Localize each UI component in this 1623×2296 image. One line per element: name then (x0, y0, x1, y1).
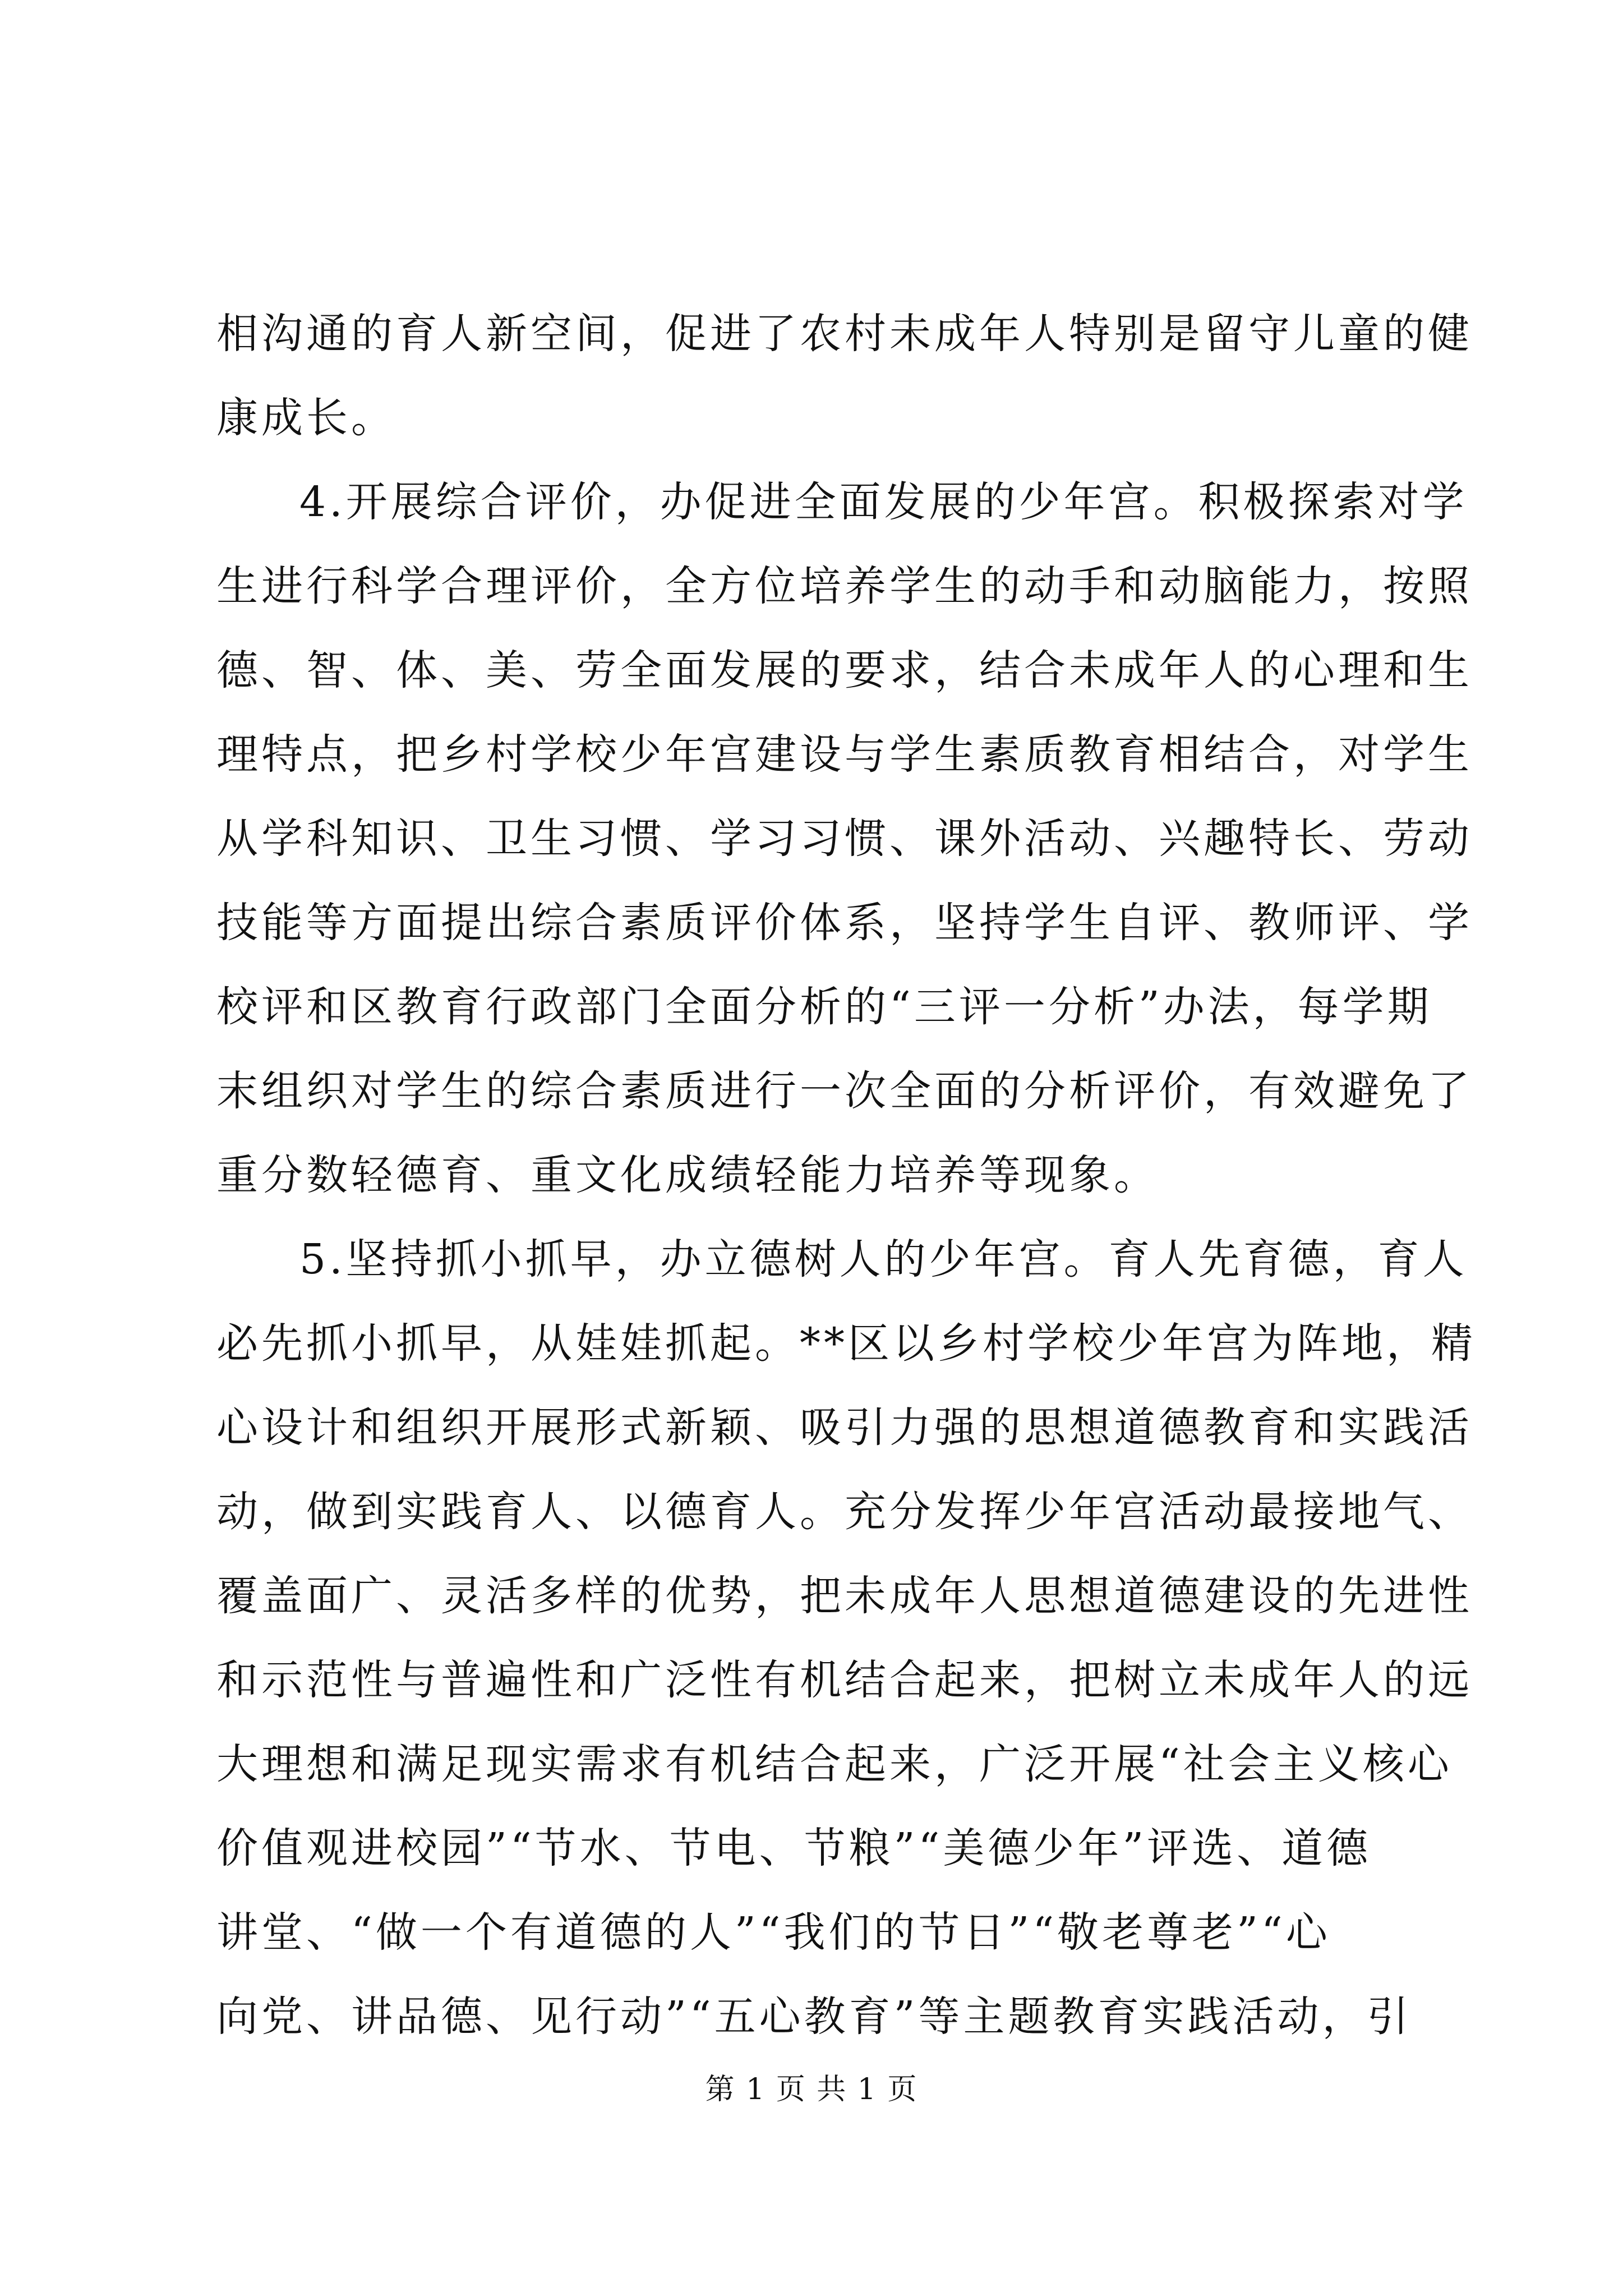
text-line: 大理想和满足现实需求有机结合起来，广泛开展“社会主义核心 (216, 1740, 1453, 1788)
text-line: 生进行科学合理评价，全方位培养学生的动手和动脑能力，按照 (216, 562, 1473, 610)
text-line: 向党、讲品德、见行动”“五心教育”等主题教育实践活动，引 (216, 1993, 1412, 2041)
text-line: 讲堂、“做一个有道德的人”“我们的节日”“敬老尊老”“心 (216, 1908, 1331, 1957)
text-line: 价值观进校园”“节水、节电、节粮”“美德少年”评选、道德 (216, 1824, 1372, 1872)
page-footer (0, 2070, 1623, 2109)
text-line: 理特点，把乡村学校少年宫建设与学生素质教育相结合，对学生 (216, 730, 1473, 779)
text-line: 末组织对学生的综合素质进行一次全面的分析评价，有效避免了 (216, 1067, 1473, 1115)
text-line: 技能等方面提出综合素质评价体系，坚持学生自评、教师评、学 (216, 899, 1473, 947)
text-line: 相沟通的育人新空间，促进了农村未成年人特别是留守儿童的健 (216, 310, 1473, 358)
text-line: 从学科知识、卫生习惯、学习习惯、课外活动、兴趣特长、劳动 (216, 815, 1473, 863)
text-line: 覆盖面广、灵活多样的优势，把未成年人思想道德建设的先进性 (216, 1572, 1473, 1620)
text-line: 德、智、体、美、劳全面发展的要求，结合未成年人的心理和生 (216, 646, 1473, 694)
page-number: 第 1 页 共 1 页 (705, 2073, 918, 2106)
text-line: 康成长。 (216, 394, 396, 442)
paragraph-5-start: 5.坚持抓小抓早，办立德树人的少年宫。育人先育德，育人 (299, 1235, 1468, 1283)
text-line: 校评和区教育行政部门全面分析的“三评一分析”办法，每学期 (216, 983, 1432, 1031)
text-line: 和示范性与普遍性和广泛性有机结合起来，把树立未成年人的远 (216, 1656, 1473, 1704)
text-line: 动，做到实践育人、以德育人。充分发挥少年宫活动最接地气、 (216, 1488, 1473, 1536)
document-body (216, 292, 1476, 2059)
text-line: 必先抓小抓早，从娃娃抓起。**区以乡村学校少年宫为阵地，精 (216, 1319, 1476, 1368)
paragraph-4-start: 4.开展综合评价，办促进全面发展的少年宫。积极探索对学 (299, 478, 1468, 526)
text-line: 心设计和组织开展形式新颖、吸引力强的思想道德教育和实践活 (216, 1404, 1473, 1452)
text-line: 重分数轻德育、重文化成绩轻能力培养等现象。 (216, 1151, 1159, 1199)
